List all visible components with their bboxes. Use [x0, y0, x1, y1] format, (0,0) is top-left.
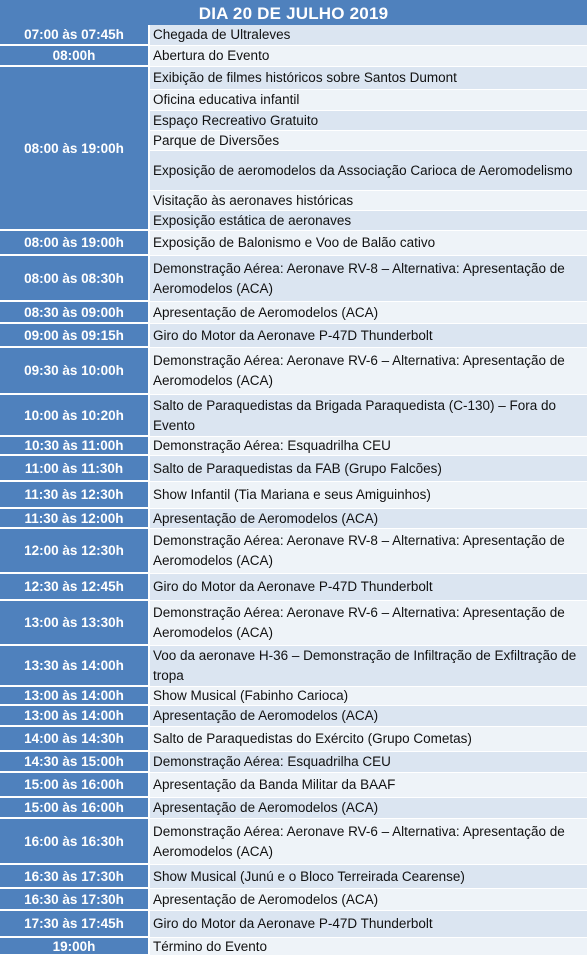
- activity-text: Show Musical (Junú e o Bloco Terreirada Cearense): [150, 865, 587, 889]
- schedule-row: [0, 601, 587, 646]
- activity-cell: [150, 727, 587, 752]
- schedule-row: [0, 302, 587, 324]
- schedule-row: [0, 773, 587, 798]
- activity-text: Demonstração Aérea: Aeronave RV-6 – Alternativa: Apresentação de Aeromodelos (ACA): [150, 348, 587, 395]
- schedule-row: [0, 706, 587, 727]
- activity-cell: [150, 865, 587, 889]
- activity-cell: [150, 456, 587, 482]
- time-slot: 16:00 às 16:30h: [0, 819, 148, 865]
- time-slot: 11:30 às 12:30h: [0, 482, 148, 509]
- schedule-row: [0, 574, 587, 601]
- activity-text: Demonstração Aérea: Esquadrilha CEU: [150, 752, 587, 773]
- activity-text: Show Musical (Fabinho Carioca): [150, 687, 587, 706]
- time-slot: 13:00 às 14:00h: [0, 706, 148, 727]
- activity-cell: [150, 646, 587, 687]
- activity-cell: [150, 574, 587, 601]
- activity-cell: [150, 25, 587, 46]
- activity-text: Salto de Paraquedistas da FAB (Grupo Falcões): [150, 456, 587, 482]
- time-slot: 09:00 às 09:15h: [0, 324, 148, 348]
- activity-text: Giro do Motor da Aeronave P-47D Thunderbolt: [150, 324, 587, 348]
- activity-text: Salto de Paraquedistas do Exército (Grupo Cometas): [150, 727, 587, 752]
- activity-text: Giro do Motor da Aeronave P-47D Thunderbolt: [150, 574, 587, 601]
- time-slot: 15:00 às 16:00h: [0, 773, 148, 798]
- schedule-row: [0, 819, 587, 865]
- activity-text: Giro do Motor da Aeronave P-47D Thunderbolt: [150, 911, 587, 938]
- activity-text: Parque de Diversões: [150, 131, 587, 151]
- activity-text: Demonstração Aérea: Esquadrilha CEU: [150, 437, 587, 456]
- activity-cell: [150, 798, 587, 819]
- activity-cell: [150, 256, 587, 302]
- activity-text: Término do Evento: [150, 938, 587, 956]
- activity-cell: [150, 67, 587, 231]
- schedule-row: [0, 395, 587, 437]
- schedule-row: [0, 938, 587, 956]
- activity-text: Apresentação de Aeromodelos (ACA): [150, 889, 587, 911]
- activity-text: Exposição de aeromodelos da Associação Carioca de Aeromodelismo: [150, 151, 587, 191]
- time-slot: 19:00h: [0, 938, 148, 956]
- activity-cell: [150, 773, 587, 798]
- time-slot: 11:00 às 11:30h: [0, 456, 148, 482]
- schedule-row: [0, 865, 587, 889]
- time-slot: 07:00 às 07:45h: [0, 25, 148, 46]
- time-slot: 12:00 às 12:30h: [0, 529, 148, 574]
- activity-cell: [150, 889, 587, 911]
- schedule-row: [0, 889, 587, 911]
- schedule-row: [0, 67, 587, 231]
- activity-text: Salto de Paraquedistas da Brigada Paraquedista (C-130) – Fora do Evento: [150, 395, 587, 437]
- schedule-row: [0, 231, 587, 256]
- schedule-row: [0, 687, 587, 706]
- time-slot: 16:30 às 17:30h: [0, 889, 148, 911]
- schedule-row: [0, 348, 587, 395]
- schedule-row: [0, 798, 587, 819]
- activity-text: Espaço Recreativo Gratuito: [150, 111, 587, 131]
- activity-text: Apresentação de Aeromodelos (ACA): [150, 798, 587, 819]
- activity-text: Exposição estática de aeronaves: [150, 211, 587, 231]
- activity-text: Apresentação de Aeromodelos (ACA): [150, 302, 587, 324]
- time-slot: 11:30 às 12:00h: [0, 509, 148, 529]
- activity-text: Exposição de Balonismo e Voo de Balão cativo: [150, 231, 587, 256]
- schedule-row: [0, 482, 587, 509]
- activity-cell: [150, 938, 587, 956]
- activity-cell: [150, 752, 587, 773]
- time-slot: 08:00h: [0, 46, 148, 67]
- activity-cell: [150, 911, 587, 938]
- schedule-row: [0, 727, 587, 752]
- schedule-row: [0, 46, 587, 67]
- activity-cell: [150, 529, 587, 574]
- time-slot: 13:00 às 14:00h: [0, 687, 148, 706]
- schedule-row: [0, 752, 587, 773]
- time-slot: 08:00 às 08:30h: [0, 256, 148, 302]
- schedule-row: [0, 437, 587, 456]
- activity-cell: [150, 601, 587, 646]
- schedule-row: [0, 646, 587, 687]
- activity-cell: [150, 509, 587, 529]
- activity-cell: [150, 437, 587, 456]
- activity-text: Apresentação de Aeromodelos (ACA): [150, 706, 587, 727]
- activity-cell: [150, 819, 587, 865]
- activity-cell: [150, 706, 587, 727]
- activity-cell: [150, 324, 587, 348]
- time-slot: 14:00 às 14:30h: [0, 727, 148, 752]
- time-slot: 13:30 às 14:00h: [0, 646, 148, 687]
- schedule-row: [0, 509, 587, 529]
- activity-text: Exibição de filmes históricos sobre Santos Dumont: [150, 67, 587, 90]
- schedule-row: [0, 529, 587, 574]
- time-slot: 08:00 às 19:00h: [0, 67, 148, 231]
- time-slot: 14:30 às 15:00h: [0, 752, 148, 773]
- activity-cell: [150, 482, 587, 509]
- time-slot: 09:30 às 10:00h: [0, 348, 148, 395]
- activity-cell: [150, 46, 587, 67]
- time-slot: 17:30 às 17:45h: [0, 911, 148, 938]
- time-slot: 15:00 às 16:00h: [0, 798, 148, 819]
- schedule-row: [0, 324, 587, 348]
- activity-text: Demonstração Aérea: Aeronave RV-6 – Alternativa: Apresentação de Aeromodelos (ACA): [150, 601, 587, 646]
- time-slot: 08:00 às 19:00h: [0, 231, 148, 256]
- activity-text: Show Infantil (Tia Mariana e seus Amiguinhos): [150, 482, 587, 509]
- activity-cell: [150, 231, 587, 256]
- activity-text: Demonstração Aérea: Aeronave RV-8 – Alternativa: Apresentação de Aeromodelos (ACA): [150, 256, 587, 302]
- activity-text: Apresentação de Aeromodelos (ACA): [150, 509, 587, 529]
- time-slot: 16:30 às 17:30h: [0, 865, 148, 889]
- activity-text: Abertura do Evento: [150, 46, 587, 67]
- schedule-row: [0, 25, 587, 46]
- activity-text: Demonstração Aérea: Aeronave RV-8 – Alternativa: Apresentação de Aeromodelos (ACA): [150, 529, 587, 574]
- activity-cell: [150, 348, 587, 395]
- schedule-title: DIA 20 DE JULHO 2019: [0, 0, 587, 25]
- time-slot: 13:00 às 13:30h: [0, 601, 148, 646]
- time-slot: 12:30 às 12:45h: [0, 574, 148, 601]
- schedule-row: [0, 256, 587, 302]
- activity-text: Chegada de Ultraleves: [150, 25, 587, 46]
- activity-text: Voo da aeronave H-36 – Demonstração de Infiltração de Exfiltração de tropa: [150, 646, 587, 687]
- activity-cell: [150, 395, 587, 437]
- activity-text: Visitação às aeronaves históricas: [150, 191, 587, 211]
- activity-text: Oficina educativa infantil: [150, 90, 587, 111]
- activity-cell: [150, 687, 587, 706]
- activity-text: Demonstração Aérea: Aeronave RV-6 – Alternativa: Apresentação de Aeromodelos (ACA): [150, 819, 587, 865]
- time-slot: 08:30 às 09:00h: [0, 302, 148, 324]
- time-slot: 10:00 às 10:20h: [0, 395, 148, 437]
- time-slot: 10:30 às 11:00h: [0, 437, 148, 456]
- schedule-row: [0, 911, 587, 938]
- schedule-row: [0, 456, 587, 482]
- activity-cell: [150, 302, 587, 324]
- activity-text: Apresentação da Banda Militar da BAAF: [150, 773, 587, 798]
